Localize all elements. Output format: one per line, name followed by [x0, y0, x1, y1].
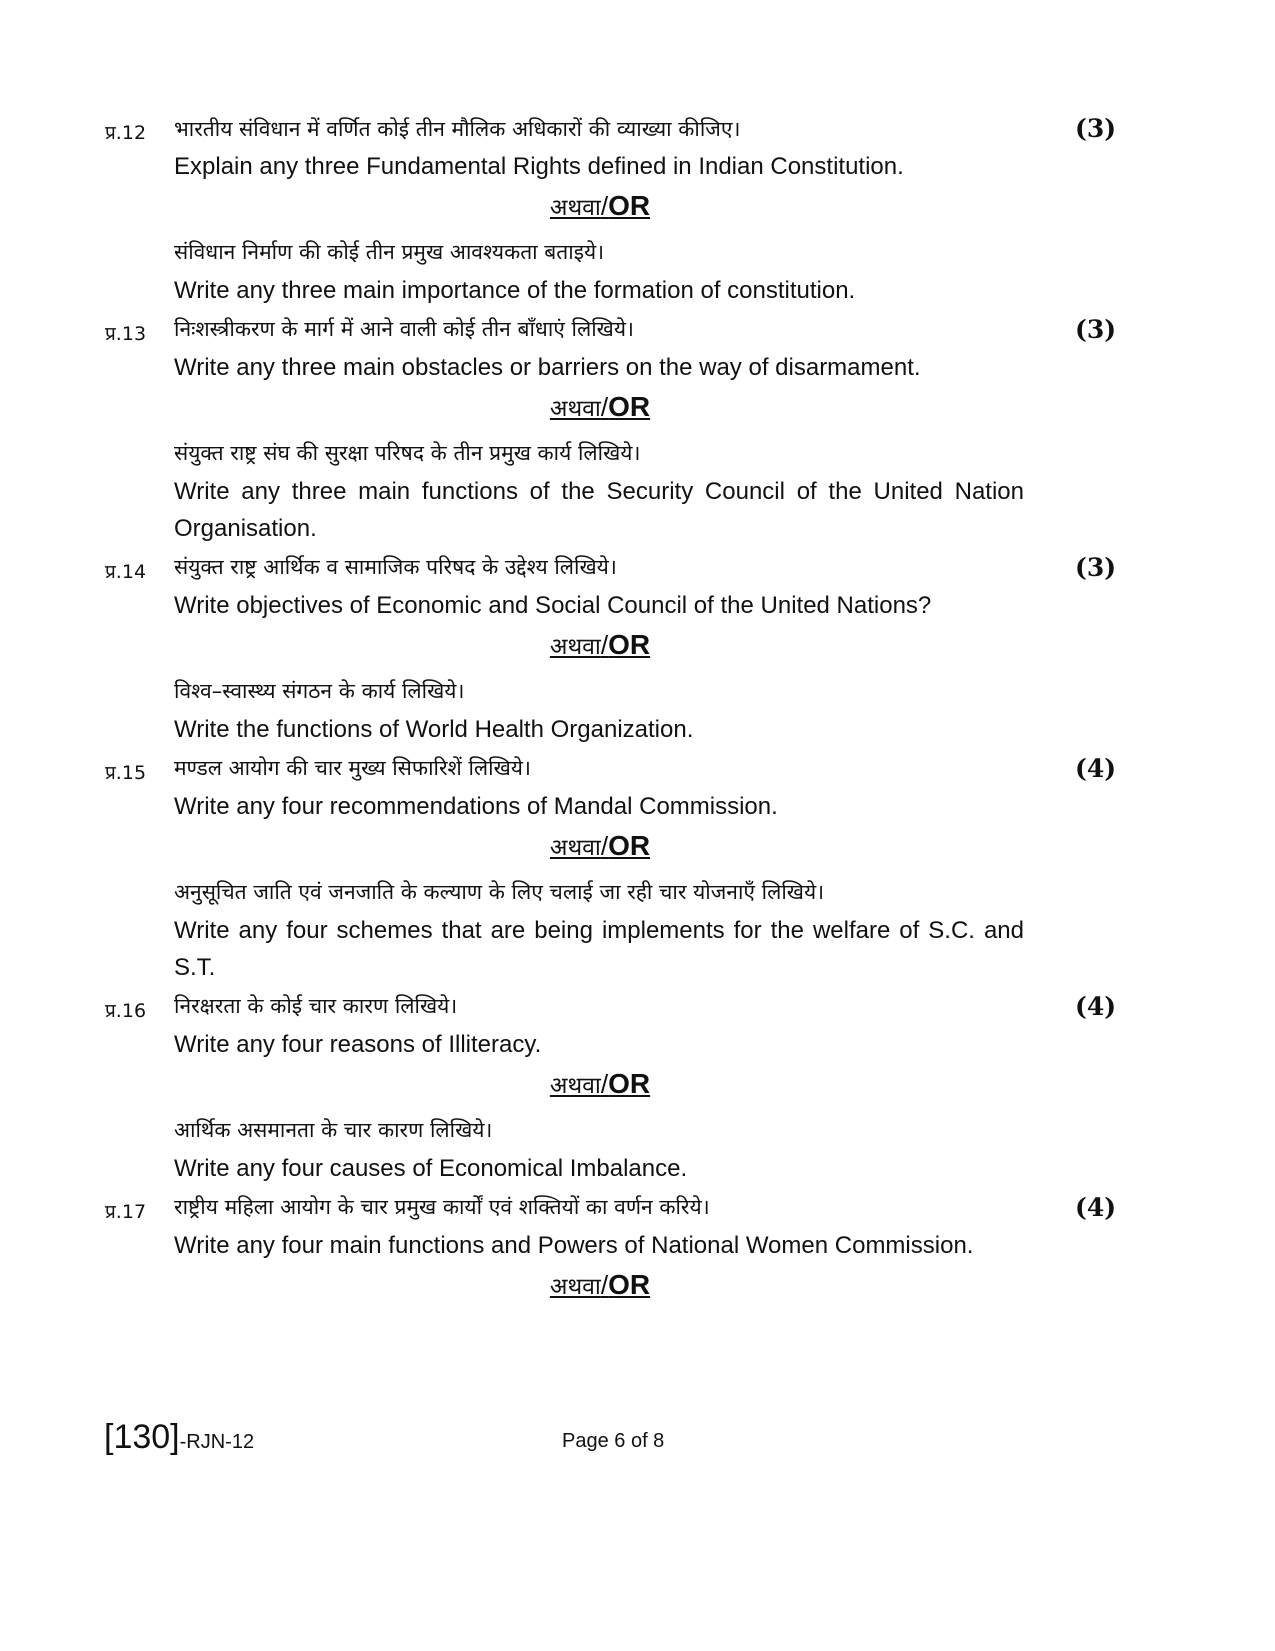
question-english: Explain any three Fundamental Rights defined in Indian Constitution. — [174, 153, 904, 180]
question-marks: (4) — [1075, 1193, 1117, 1222]
question-hindi: मण्डल आयोग की चार मुख्य सिफारिशें लिखिये। — [174, 756, 531, 780]
question-number: प्र.16 — [105, 1000, 147, 1022]
or-separator: / — [600, 630, 609, 660]
alternative-english: Write any three main functions of the Security Council of the United Nation — [174, 478, 1024, 505]
paper-code-main: [130] — [104, 1418, 180, 1456]
question-english: Write any four reasons of Illiteracy. — [174, 1031, 542, 1058]
question-english: Write any three main obstacles or barriers on the way of disarmament. — [174, 354, 921, 381]
alternative-english: Write the functions of World Health Organization. — [174, 716, 694, 743]
question-number: प्र.15 — [105, 762, 147, 784]
alternative-hindi: संविधान निर्माण की कोई तीन प्रमुख आवश्यकता बताइये। — [174, 240, 605, 264]
or-hindi: अथवा — [549, 396, 601, 422]
or-divider — [0, 1269, 1200, 1301]
question-hindi: निरक्षरता के कोई चार कारण लिखिये। — [174, 994, 458, 1018]
page-number: Page 6 of 8 — [562, 1430, 665, 1452]
question-english: Write any four main functions and Powers of National Women Commission. — [174, 1232, 974, 1259]
question-marks: (4) — [1075, 992, 1117, 1021]
or-separator: / — [600, 1069, 609, 1099]
question-hindi: निःशस्त्रीकरण के मार्ग में आने वाली कोई तीन बाँधाएं लिखिये। — [174, 317, 634, 341]
or-divider — [0, 190, 1200, 222]
question-marks: (3) — [1075, 315, 1117, 344]
or-separator: / — [600, 831, 609, 861]
alternative-english-continued: Organisation. — [174, 515, 317, 542]
question-number: प्र.14 — [105, 561, 147, 583]
alternative-english: Write any four causes of Economical Imbalance. — [174, 1155, 688, 1182]
alternative-english-continued: S.T. — [174, 954, 216, 981]
alternative-hindi: आर्थिक असमानता के चार कारण लिखिये। — [174, 1118, 493, 1142]
question-number: प्र.12 — [105, 122, 147, 144]
or-english: OR — [608, 391, 651, 422]
or-divider — [0, 391, 1200, 423]
question-marks: (3) — [1075, 114, 1117, 143]
or-divider — [0, 830, 1200, 862]
or-separator: / — [600, 1270, 609, 1300]
paper-code-suffix: -RJN-12 — [179, 1431, 255, 1453]
question-hindi: भारतीय संविधान में वर्णित कोई तीन मौलिक अधिकारों की व्याख्या कीजिए। — [174, 117, 741, 141]
question-english: Write any four recommendations of Mandal Commission. — [174, 793, 778, 820]
question-marks: (3) — [1075, 553, 1117, 582]
question-number: प्र.13 — [105, 323, 147, 345]
or-hindi: अथवा — [549, 835, 601, 861]
or-divider — [0, 1068, 1200, 1100]
question-hindi: राष्ट्रीय महिला आयोग के चार प्रमुख कार्यों एवं शक्तियों का वर्णन करिये। — [174, 1195, 710, 1219]
or-hindi: अथवा — [549, 1073, 601, 1099]
or-hindi: अथवा — [549, 195, 601, 221]
or-english: OR — [608, 190, 651, 221]
or-english: OR — [608, 629, 651, 660]
or-hindi: अथवा — [549, 1274, 601, 1300]
or-divider — [0, 629, 1200, 661]
or-hindi: अथवा — [549, 634, 601, 660]
question-english: Write objectives of Economic and Social Council of the United Nations? — [174, 592, 932, 619]
or-english: OR — [608, 1269, 651, 1300]
or-english: OR — [608, 830, 651, 861]
alternative-english: Write any three main importance of the formation of constitution. — [174, 277, 856, 304]
or-separator: / — [600, 191, 609, 221]
alternative-hindi: विश्व–स्वास्थ्य संगठन के कार्य लिखिये। — [174, 679, 465, 703]
or-english: OR — [608, 1068, 651, 1099]
paper-code — [104, 1418, 254, 1457]
alternative-hindi: अनुसूचित जाति एवं जनजाति के कल्याण के लिए चलाई जा रही चार योजनाएँ लिखिये। — [174, 880, 825, 904]
alternative-hindi: संयुक्त राष्ट्र संघ की सुरक्षा परिषद के तीन प्रमुख कार्य लिखिये। — [174, 441, 641, 465]
alternative-english: Write any four schemes that are being implements for the welfare of S.C. and — [174, 917, 1024, 944]
question-marks: (4) — [1075, 754, 1117, 783]
question-number: प्र.17 — [105, 1201, 147, 1223]
question-hindi: संयुक्त राष्ट्र आर्थिक व सामाजिक परिषद के उद्देश्य लिखिये। — [174, 555, 617, 579]
or-separator: / — [600, 392, 609, 422]
